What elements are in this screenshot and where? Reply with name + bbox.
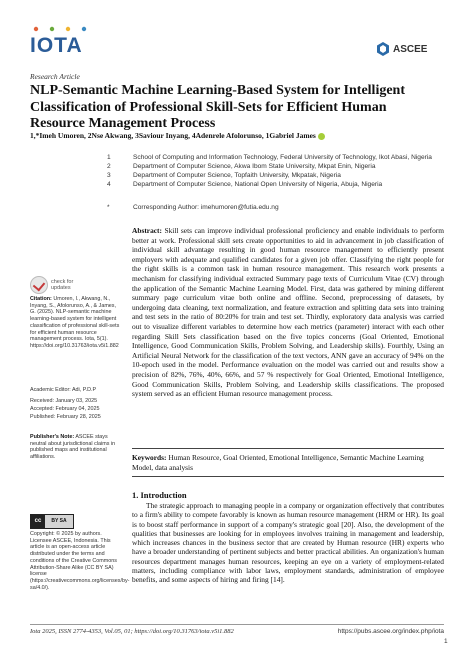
section-heading: 1. Introduction <box>132 490 187 500</box>
publisher-logo-text: ASCEE <box>393 43 428 55</box>
affiliation-1 <box>107 154 467 162</box>
affiliation-text: Department of Computer Science, Akwa Ibom State University, Mkpat Enin, Nigeria <box>133 163 376 170</box>
cc-license-badge[interactable] <box>30 514 74 529</box>
footer-citation: Iota 2025, ISSN 2774-4353, Vol.05, 01; https://doi.org/10.31763/iota.v5i1.882 <box>30 628 234 635</box>
citation-label: Citation: <box>30 296 52 302</box>
introduction-text: The strategic approach to managing people in a company or organization effectively that contributes to a firm's ability to compete favorably is known as human resource management (HRM or HR). Its goal is to boost staff performance in support of a company's strategic goal [20]. Also, the development of the qualities that businesses are looking for in employees involves training in management and leadership, which increases chances in the business sector that are created by Human resource (HR) experts who have a broader understanding of pertinent subjects and better practical abilities. An organization's human resources department manages human resources, keeping an eye on a variety of employment-related matters, including compliance with labor laws, employment standards, administration of employee benefits, and some aspects of hiring and firing [14]. <box>132 501 444 585</box>
footer-url[interactable] <box>338 628 444 635</box>
keywords-text: Human Resource, Goal Oriented, Emotional Intelligence, Semantic Machine Learning Model, data analysis <box>132 453 424 472</box>
keywords-label: Keywords: <box>132 453 167 462</box>
affiliation-3 <box>107 172 467 180</box>
journal-url[interactable]: https://pubs.ascee.org/index.php/iota <box>337 628 444 635</box>
affiliation-2 <box>107 163 467 171</box>
publisher-note <box>30 434 120 461</box>
cc-icon: cc <box>31 515 45 528</box>
published-date: Published: February 28, 2025 <box>30 414 101 420</box>
affiliation-text: Department of Computer Science, Topfaith University, Mkpatak, Nigeria <box>133 172 341 179</box>
affiliation-text: Department of Computer Science, National Open University of Nigeria, Abuja, Nigeria <box>133 181 383 188</box>
received-date: Received: January 03, 2025 <box>30 398 98 404</box>
accepted-date: Accepted: February 04, 2025 <box>30 406 100 412</box>
affiliation-number: 1 <box>107 154 111 161</box>
journal-logo-text: IOTA <box>30 34 83 57</box>
affiliation-number: 4 <box>107 181 111 188</box>
check-updates-badge[interactable] <box>30 276 79 294</box>
editor-line: Academic Editor: Adi, P.D.P <box>30 387 97 393</box>
paper-title: NLP-Semantic Machine Learning-Based System for Intelligent Classification of Professional Skill-Sets for Efficient Human Resource Management Process <box>30 83 405 131</box>
check-icon <box>30 276 48 294</box>
publisher-logo <box>376 42 427 56</box>
corresponding-text: Corresponding Author: imehumoren@futia.edu.ng <box>133 204 279 211</box>
publisher-note-text: ASCEE stays neutral about jurisdictional claims in published maps and institutional affiliations. <box>30 434 116 461</box>
page-number: 1 <box>444 638 448 645</box>
article-type: Research Article <box>30 72 80 81</box>
author-list <box>30 131 450 140</box>
divider <box>132 476 444 477</box>
affiliation-4 <box>107 181 467 189</box>
footer-divider <box>30 624 444 625</box>
abstract <box>132 226 444 399</box>
by-sa-icon: BY SA <box>45 515 73 528</box>
logo-dots-icon <box>30 24 100 34</box>
divider <box>132 448 444 449</box>
affiliation-text: School of Computing and Information Technology, Federal University of Technology, Ikot Abasi, Nigeria <box>133 154 432 161</box>
abstract-text: Skill sets can improve individual professional proficiency and enable individuals to perform better at work. Professional skill sets create opportunities to aid in advancement in job classification of individual skill advantage resulting in good human resource management to efficiently present employers with adequate and qualified candidates for a given job offer. Classifying the right people for the right skills is a common task in human resource management. This research work presents a mechanism for classifying individual extracted Summary page texts of Curriculum Vitae (CV) through the application of the Semantic Machine Learning Model. First, data was gathered by mining different summary page curriculum vitae both online and offline. Second, preprocessing of datasets, by undergoing data cleaning, text normalization, and feature extraction and splitting data sets into training and test sets in the ratio of 80:20% for train and test set. Thirdly, exploratory data analysis was carried out to visualize different variables to determine how each metrics (parameter) interact with each other regarding Skill Sets classification based on the five topics concerns (Goal Oriented, Emotional Intelligence, Good Communication Skills, Problem Solving, and Leadership skills). Fourthly, Using an Artificial Neural Network for the classification of the text vectors, ANN gave an accuracy of 94% on the 10-epoch used in the model. Performance evaluation on the model was carried out and results show a precision of 82%, 76%, 40%, 66%, and 57 % respectively for Goal Oriented, Emotional Intelligence, Good Communication Skills, Problem Solving, and Leadership skills classifications. The proposed system served as an efficient Human resource management process. <box>132 226 444 399</box>
authors-text: 1,*Imeh Umoren, 2Nse Akwang, 3Saviour Inyang, 4Adenrele Afolorunso, 1Gabriel James <box>30 131 316 140</box>
orcid-icon[interactable] <box>318 133 325 140</box>
citation-text: Umoren, I., Akwang, N., Inyang, S., Afolorunso, A., & James, G. (2025). NLP-semantic machine learning-based system for intelligent classification of professional skill-sets for efficient human resource management process. Iota, 5(1). https://doi.org/10.31763/iota.v5i1.882 <box>30 296 120 349</box>
journal-logo <box>30 34 83 58</box>
publisher-hex-icon <box>376 42 390 56</box>
check-updates-label: check for updates <box>51 278 74 291</box>
corresponding-author <box>107 204 467 212</box>
corresponding-mark: * <box>107 204 110 211</box>
affiliation-number: 3 <box>107 172 111 179</box>
keywords <box>132 453 444 472</box>
affiliation-number: 2 <box>107 163 111 170</box>
copyright-text: Copyright: © 2025 by authors. Licensee ASCEE, Indonesia. This article is an open-access article distributed under the terms and conditions of the Creative Commons Attribution-Share Alike (CC BY SA) license (https://creativecommons.org/licenses/by-sa/4.0/). <box>30 531 130 591</box>
citation-block <box>30 296 120 350</box>
abstract-label: Abstract: <box>132 226 162 235</box>
publisher-note-label: Publisher's Note: <box>30 434 75 440</box>
